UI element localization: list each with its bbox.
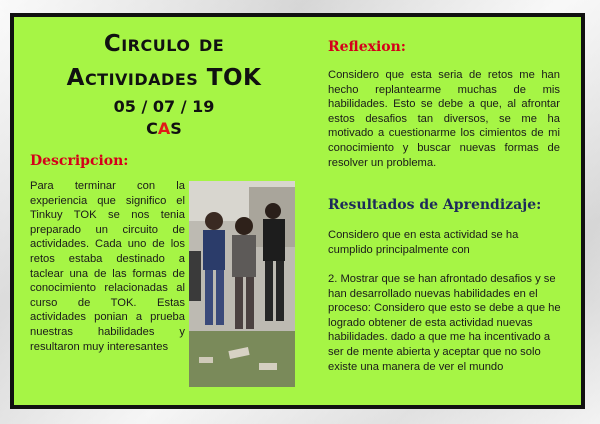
poster-card — [10, 13, 585, 409]
descripcion-heading: Descripcion: — [30, 153, 129, 169]
cas-letter-a: A — [157, 119, 171, 138]
cas-letter-s: S — [170, 119, 182, 138]
resultados-text-2: 2. Mostrar que se han afrontado desafios y se han desarrollado nuevas habilidades en el proceso: Considero que esto se debe a que he logrado obtener de esta actividad nuevas habilidades. dado a que me ha incentivado a ser de mente abierta y aceptar que no solo existe una manera de ver el mundo — [328, 273, 561, 373]
title-line-1: Circulo de — [103, 31, 225, 57]
activity-photo — [189, 181, 295, 387]
reflexion-heading: Reflexion: — [328, 39, 406, 55]
activity-date: 05 / 07 / 19 — [113, 97, 215, 116]
poster-title — [14, 27, 314, 140]
reflexion-text: Considero que esta seria de retos me han hecho replantearme muchas de mis habilidades. Esto se debe a que, al afrontar estos desafios tan diversos, se me ha motivado a cuestionarme los cimientos de mi conocimiento y buscar nuevas formas de resolver un problema. — [328, 69, 560, 169]
resultados-heading: Resultados de Aprendizaje: — [328, 197, 542, 213]
descripcion-text: Para terminar con la experiencia que significo el Tinkuy TOK se nos tenia preparado un circuito de actividades. Cada uno de los retos estaba destinado a taclear una de las formas de conocimiento relacionadas al curso de TOK. Estas actividades ponian a prueba nuestras habilidades y resultaron muy interesantes — [30, 180, 185, 353]
cas-letter-c: C — [146, 119, 158, 138]
cas-label — [14, 118, 314, 140]
title-line-2: Actividades TOK — [66, 65, 262, 91]
resultados-text-1: Considero que en esta actividad se ha cumplido principalmente con — [328, 229, 519, 256]
